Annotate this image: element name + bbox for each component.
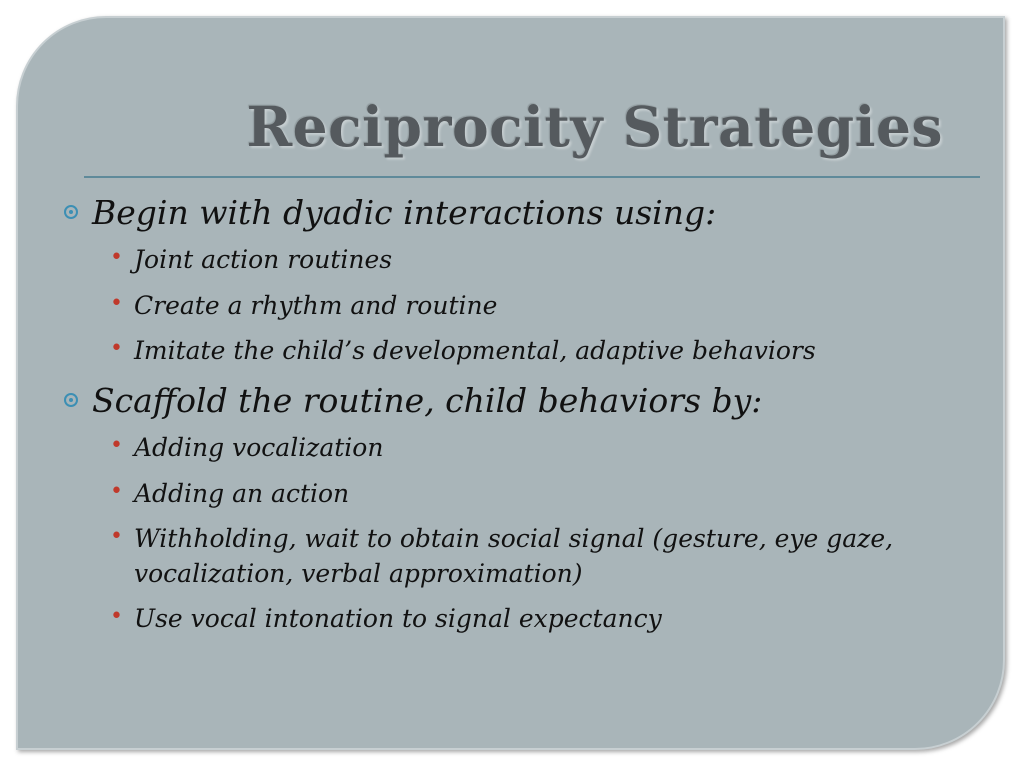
bullet-text: Adding an action <box>134 478 350 508</box>
dot-bullet-icon: • <box>110 245 123 271</box>
bullet-level2 <box>64 522 954 591</box>
bullet-level2 <box>64 243 954 278</box>
slide-content <box>64 192 964 648</box>
bullet-level1 <box>64 192 964 233</box>
circled-dot-icon <box>64 393 78 407</box>
dot-bullet-icon: • <box>110 290 123 316</box>
title-divider <box>84 176 980 178</box>
bullet-text: Adding vocalization <box>134 433 384 462</box>
slide-title: Reciprocity Strategies <box>246 94 943 159</box>
bullet-level2 <box>64 477 954 512</box>
circled-dot-icon <box>64 205 78 219</box>
bullet-level2 <box>64 602 954 637</box>
bullet-text: Begin with dyadic interactions using: <box>92 193 717 232</box>
bullet-level1 <box>64 380 964 421</box>
bullet-text: Joint action routines <box>134 245 393 275</box>
bullet-text: Use vocal intonation to signal expectancy <box>134 604 662 633</box>
dot-bullet-icon: • <box>110 604 123 629</box>
bullet-text: Withholding, wait to obtain social signal (gesture, eye gaze, vocalization, verbal approximation) <box>134 524 894 588</box>
dot-bullet-icon: • <box>110 524 123 549</box>
bullet-text: Scaffold the routine, child behaviors by: <box>92 380 763 420</box>
bullet-level2 <box>64 289 954 324</box>
dot-bullet-icon: • <box>110 433 123 458</box>
dot-bullet-icon: • <box>110 336 123 362</box>
bullet-text: Create a rhythm and routine <box>134 290 498 320</box>
bullet-text: Imitate the child’s developmental, adaptive behaviors <box>134 336 816 366</box>
dot-bullet-icon: • <box>110 478 123 504</box>
bullet-level2 <box>64 334 954 369</box>
bullet-level2 <box>64 431 954 466</box>
